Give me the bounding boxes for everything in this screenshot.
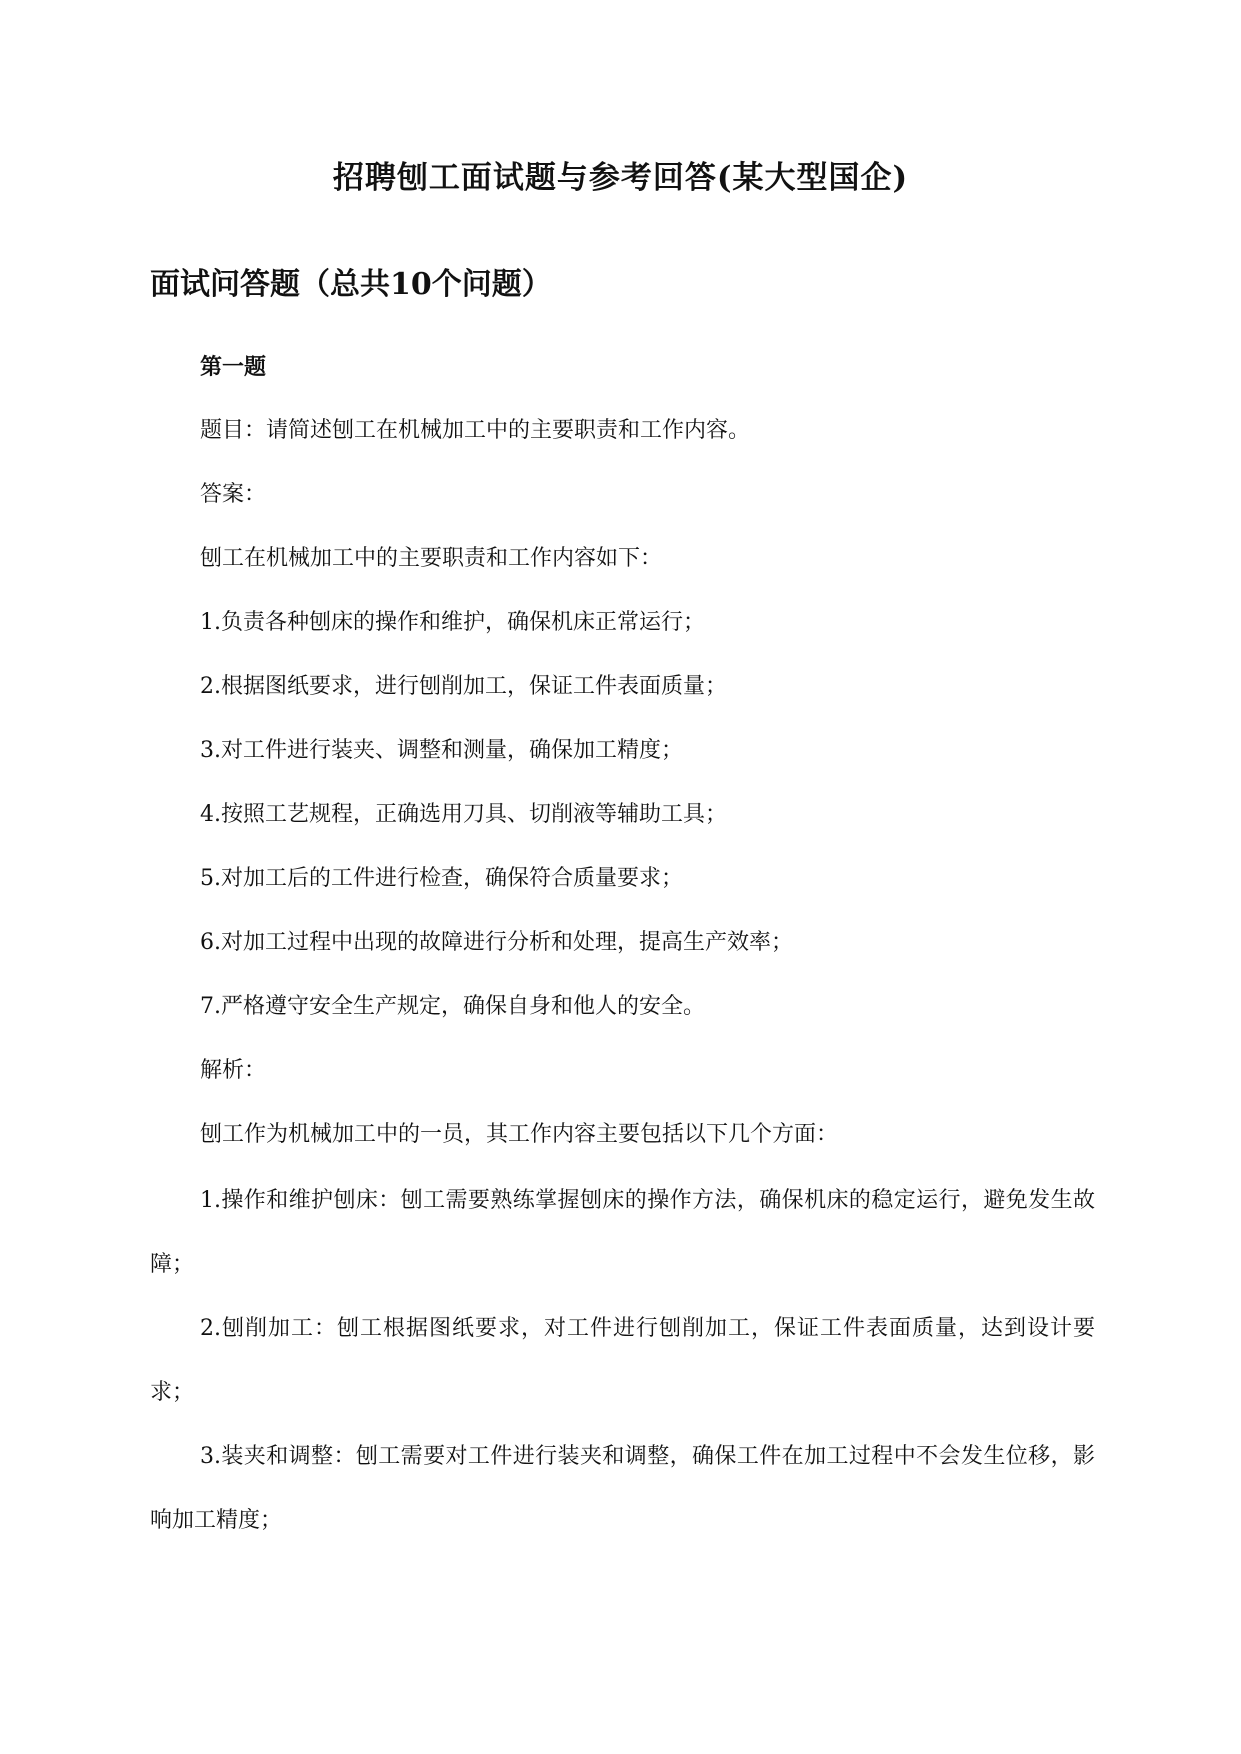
section-heading: 面试问答题（总共10个问题） xyxy=(150,267,552,302)
answer-item: 7.严格遵守安全生产规定，确保自身和他人的安全。 xyxy=(200,994,705,1019)
answer-item: 3.对工件进行装夹、调整和测量，确保加工精度； xyxy=(200,738,683,763)
answer-intro: 刨工在机械加工中的主要职责和工作内容如下： xyxy=(200,546,663,571)
analysis-label: 解析： xyxy=(200,1058,267,1083)
document-title: 招聘刨工面试题与参考回答(某大型国企) xyxy=(332,160,909,196)
question-prompt: 题目：请简述刨工在机械加工中的主要职责和工作内容。 xyxy=(200,418,751,443)
answer-item: 1.负责各种刨床的操作和维护，确保机床正常运行； xyxy=(200,610,705,635)
answer-label: 答案： xyxy=(200,482,267,507)
analysis-item: 1.操作和维护刨床：刨工需要熟练掌握刨床的操作方法，确保机床的稳定运行，避免发生故障； xyxy=(150,1188,1095,1277)
analysis-item: 3.装夹和调整：刨工需要对工件进行装夹和调整，确保工件在加工过程中不会发生位移，影响加工精度； xyxy=(150,1444,1095,1533)
analysis-intro: 刨工作为机械加工中的一员，其工作内容主要包括以下几个方面： xyxy=(200,1122,839,1147)
answer-item: 5.对加工后的工件进行检查，确保符合质量要求； xyxy=(200,866,683,891)
question-heading: 第一题 xyxy=(200,354,267,380)
answer-item: 6.对加工过程中出现的故障进行分析和处理，提高生产效率； xyxy=(200,930,793,955)
analysis-item: 2.刨削加工：刨工根据图纸要求，对工件进行刨削加工，保证工件表面质量，达到设计要求； xyxy=(150,1316,1095,1405)
answer-item: 2.根据图纸要求，进行刨削加工，保证工件表面质量； xyxy=(200,674,727,699)
answer-item: 4.按照工艺规程，正确选用刀具、切削液等辅助工具； xyxy=(200,802,727,827)
